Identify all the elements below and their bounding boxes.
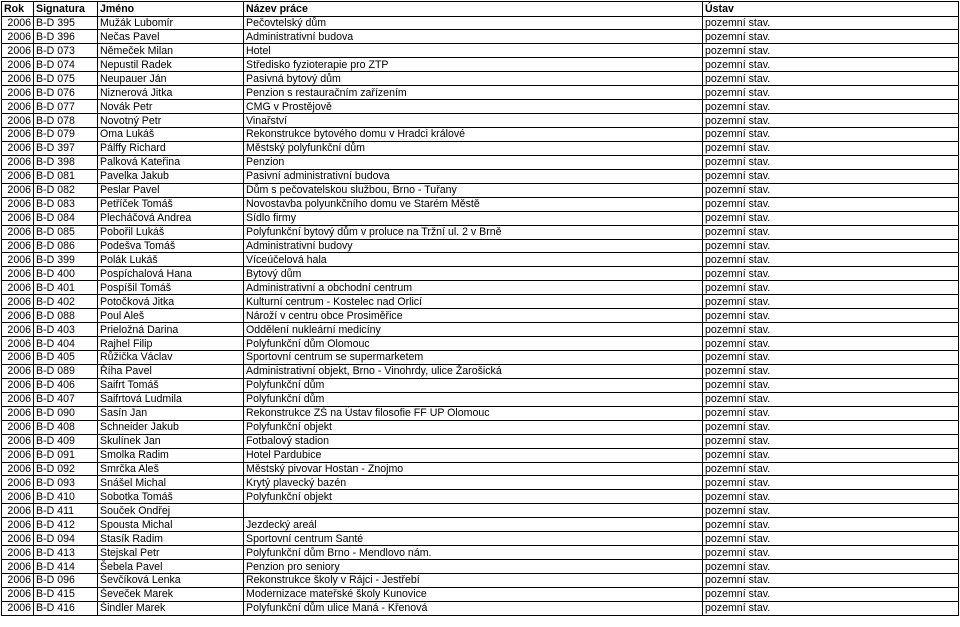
signature-cell: B-D 096 bbox=[34, 574, 98, 588]
institute-cell: pozemní stav. bbox=[703, 211, 959, 225]
signature-cell: B-D 073 bbox=[34, 44, 98, 58]
institute-cell: pozemní stav. bbox=[703, 546, 959, 560]
table-row bbox=[2, 281, 959, 295]
signature-cell: B-D 401 bbox=[34, 281, 98, 295]
year-cell: 2006 bbox=[2, 532, 34, 546]
table-row bbox=[2, 225, 959, 239]
table-row bbox=[2, 462, 959, 476]
title-cell: Administrativní a obchodní centrum bbox=[244, 281, 703, 295]
year-cell: 2006 bbox=[2, 351, 34, 365]
institute-cell: pozemní stav. bbox=[703, 476, 959, 490]
table-row bbox=[2, 323, 959, 337]
institute-cell: pozemní stav. bbox=[703, 100, 959, 114]
signature-cell: B-D 074 bbox=[34, 58, 98, 72]
title-cell: Pasivní administrativní budova bbox=[244, 169, 703, 183]
title-cell: Penzion s restauračním zařízením bbox=[244, 86, 703, 100]
name-cell: Snášel Michal bbox=[98, 476, 244, 490]
name-cell: Stejskal Petr bbox=[98, 546, 244, 560]
signature-cell: B-D 086 bbox=[34, 239, 98, 253]
table-row bbox=[2, 560, 959, 574]
table-row bbox=[2, 100, 959, 114]
signature-cell: B-D 084 bbox=[34, 211, 98, 225]
signature-cell: B-D 400 bbox=[34, 267, 98, 281]
title-cell: Bytový dům bbox=[244, 267, 703, 281]
name-cell: Niznerová Jitka bbox=[98, 86, 244, 100]
table-row bbox=[2, 546, 959, 560]
institute-cell: pozemní stav. bbox=[703, 128, 959, 142]
year-cell: 2006 bbox=[2, 574, 34, 588]
year-cell: 2006 bbox=[2, 86, 34, 100]
institute-cell: pozemní stav. bbox=[703, 86, 959, 100]
title-cell: Novostavba polyunkčního domu ve Starém Městě bbox=[244, 197, 703, 211]
header-signatura: Signatura bbox=[34, 2, 98, 17]
signature-cell: B-D 412 bbox=[34, 518, 98, 532]
name-cell: Podešva Tomáš bbox=[98, 239, 244, 253]
title-cell: Nároží v centru obce Prosiměřice bbox=[244, 309, 703, 323]
institute-cell: pozemní stav. bbox=[703, 225, 959, 239]
title-cell: Jezdecký areál bbox=[244, 518, 703, 532]
institute-cell: pozemní stav. bbox=[703, 490, 959, 504]
signature-cell: B-D 408 bbox=[34, 420, 98, 434]
name-cell: Nečas Pavel bbox=[98, 30, 244, 44]
table-row bbox=[2, 406, 959, 420]
title-cell: Polyfunkční dům ulice Maná - Křenová bbox=[244, 601, 703, 615]
table-row bbox=[2, 253, 959, 267]
signature-cell: B-D 399 bbox=[34, 253, 98, 267]
table-row bbox=[2, 267, 959, 281]
name-cell: Souček Ondřej bbox=[98, 504, 244, 518]
title-cell: Penzion bbox=[244, 155, 703, 169]
institute-cell: pozemní stav. bbox=[703, 601, 959, 615]
signature-cell: B-D 082 bbox=[34, 183, 98, 197]
table-row bbox=[2, 72, 959, 86]
signature-cell: B-D 076 bbox=[34, 86, 98, 100]
institute-cell: pozemní stav. bbox=[703, 16, 959, 30]
year-cell: 2006 bbox=[2, 169, 34, 183]
signature-cell: B-D 085 bbox=[34, 225, 98, 239]
title-cell bbox=[244, 504, 703, 518]
name-cell: Říha Pavel bbox=[98, 364, 244, 378]
institute-cell: pozemní stav. bbox=[703, 532, 959, 546]
header-jmeno: Jméno bbox=[98, 2, 244, 17]
name-cell: Pospíšil Tomáš bbox=[98, 281, 244, 295]
year-cell: 2006 bbox=[2, 546, 34, 560]
table-row bbox=[2, 58, 959, 72]
institute-cell: pozemní stav. bbox=[703, 155, 959, 169]
institute-cell: pozemní stav. bbox=[703, 58, 959, 72]
title-cell: Městský pivovar Hostan - Znojmo bbox=[244, 462, 703, 476]
institute-cell: pozemní stav. bbox=[703, 364, 959, 378]
table-row bbox=[2, 86, 959, 100]
title-cell: Polyfunkční dům bbox=[244, 392, 703, 406]
table-row bbox=[2, 476, 959, 490]
header-nazev-prace: Název práce bbox=[244, 2, 703, 17]
institute-cell: pozemní stav. bbox=[703, 267, 959, 281]
header-rok: Rok bbox=[2, 2, 34, 17]
institute-cell: pozemní stav. bbox=[703, 518, 959, 532]
name-cell: Saifrt Tomáš bbox=[98, 378, 244, 392]
year-cell: 2006 bbox=[2, 476, 34, 490]
title-cell: Fotbalový stadion bbox=[244, 434, 703, 448]
table-row bbox=[2, 364, 959, 378]
name-cell: Pálffy Richard bbox=[98, 141, 244, 155]
thesis-table bbox=[1, 1, 959, 616]
year-cell: 2006 bbox=[2, 114, 34, 128]
institute-cell: pozemní stav. bbox=[703, 281, 959, 295]
name-cell: Pobořil Lukáš bbox=[98, 225, 244, 239]
year-cell: 2006 bbox=[2, 587, 34, 601]
year-cell: 2006 bbox=[2, 239, 34, 253]
signature-cell: B-D 089 bbox=[34, 364, 98, 378]
table-row bbox=[2, 309, 959, 323]
year-cell: 2006 bbox=[2, 100, 34, 114]
signature-cell: B-D 077 bbox=[34, 100, 98, 114]
year-cell: 2006 bbox=[2, 406, 34, 420]
year-cell: 2006 bbox=[2, 560, 34, 574]
table-body bbox=[2, 16, 959, 615]
title-cell: Modernizace mateřské školy Kunovice bbox=[244, 587, 703, 601]
institute-cell: pozemní stav. bbox=[703, 253, 959, 267]
year-cell: 2006 bbox=[2, 323, 34, 337]
year-cell: 2006 bbox=[2, 295, 34, 309]
title-cell: Sportovní centrum se supermarketem bbox=[244, 351, 703, 365]
year-cell: 2006 bbox=[2, 337, 34, 351]
year-cell: 2006 bbox=[2, 183, 34, 197]
year-cell: 2006 bbox=[2, 601, 34, 615]
name-cell: Petříček Tomáš bbox=[98, 197, 244, 211]
signature-cell: B-D 404 bbox=[34, 337, 98, 351]
year-cell: 2006 bbox=[2, 448, 34, 462]
institute-cell: pozemní stav. bbox=[703, 197, 959, 211]
title-cell: Administrativní objekt, Brno - Vinohrdy, ulice Žarošická bbox=[244, 364, 703, 378]
institute-cell: pozemní stav. bbox=[703, 323, 959, 337]
year-cell: 2006 bbox=[2, 392, 34, 406]
signature-cell: B-D 078 bbox=[34, 114, 98, 128]
title-cell: Dům s pečovatelskou službou, Brno - Tuřany bbox=[244, 183, 703, 197]
institute-cell: pozemní stav. bbox=[703, 295, 959, 309]
signature-cell: B-D 405 bbox=[34, 351, 98, 365]
year-cell: 2006 bbox=[2, 281, 34, 295]
institute-cell: pozemní stav. bbox=[703, 114, 959, 128]
institute-cell: pozemní stav. bbox=[703, 560, 959, 574]
signature-cell: B-D 395 bbox=[34, 16, 98, 30]
year-cell: 2006 bbox=[2, 225, 34, 239]
name-cell: Šebela Pavel bbox=[98, 560, 244, 574]
table-row bbox=[2, 197, 959, 211]
table-row bbox=[2, 169, 959, 183]
title-cell: Polyfunkční dům Brno - Mendlovo nám. bbox=[244, 546, 703, 560]
name-cell: Ševeček Marek bbox=[98, 587, 244, 601]
title-cell: Sídlo firmy bbox=[244, 211, 703, 225]
table-row bbox=[2, 574, 959, 588]
signature-cell: B-D 416 bbox=[34, 601, 98, 615]
year-cell: 2006 bbox=[2, 462, 34, 476]
name-cell: Neupauer Ján bbox=[98, 72, 244, 86]
name-cell: Potočková Jitka bbox=[98, 295, 244, 309]
signature-cell: B-D 410 bbox=[34, 490, 98, 504]
name-cell: Poul Aleš bbox=[98, 309, 244, 323]
title-cell: Středisko fyzioterapie pro ZTP bbox=[244, 58, 703, 72]
table-row bbox=[2, 448, 959, 462]
year-cell: 2006 bbox=[2, 16, 34, 30]
institute-cell: pozemní stav. bbox=[703, 574, 959, 588]
table-row bbox=[2, 155, 959, 169]
table-row bbox=[2, 504, 959, 518]
institute-cell: pozemní stav. bbox=[703, 587, 959, 601]
title-cell: Vinařství bbox=[244, 114, 703, 128]
table-row bbox=[2, 587, 959, 601]
title-cell: Víceúčelová hala bbox=[244, 253, 703, 267]
name-cell: Smrčka Aleš bbox=[98, 462, 244, 476]
signature-cell: B-D 403 bbox=[34, 323, 98, 337]
table-row bbox=[2, 378, 959, 392]
title-cell: Pečovtelský dům bbox=[244, 16, 703, 30]
name-cell: Peslar Pavel bbox=[98, 183, 244, 197]
signature-cell: B-D 075 bbox=[34, 72, 98, 86]
table-row bbox=[2, 183, 959, 197]
institute-cell: pozemní stav. bbox=[703, 44, 959, 58]
institute-cell: pozemní stav. bbox=[703, 420, 959, 434]
title-cell: Hotel bbox=[244, 44, 703, 58]
year-cell: 2006 bbox=[2, 518, 34, 532]
name-cell: Rajhel Filip bbox=[98, 337, 244, 351]
name-cell: Skulínek Jan bbox=[98, 434, 244, 448]
year-cell: 2006 bbox=[2, 378, 34, 392]
signature-cell: B-D 090 bbox=[34, 406, 98, 420]
signature-cell: B-D 406 bbox=[34, 378, 98, 392]
title-cell: Kulturní centrum - Kostelec nad Orlicí bbox=[244, 295, 703, 309]
name-cell: Smolka Radim bbox=[98, 448, 244, 462]
table-header-row bbox=[2, 2, 959, 17]
table-row bbox=[2, 211, 959, 225]
institute-cell: pozemní stav. bbox=[703, 504, 959, 518]
signature-cell: B-D 081 bbox=[34, 169, 98, 183]
institute-cell: pozemní stav. bbox=[703, 448, 959, 462]
institute-cell: pozemní stav. bbox=[703, 309, 959, 323]
title-cell: Polyfunkční dům bbox=[244, 378, 703, 392]
signature-cell: B-D 079 bbox=[34, 128, 98, 142]
year-cell: 2006 bbox=[2, 155, 34, 169]
name-cell: Stasík Radim bbox=[98, 532, 244, 546]
name-cell: Schneider Jakub bbox=[98, 420, 244, 434]
name-cell: Šindler Marek bbox=[98, 601, 244, 615]
signature-cell: B-D 407 bbox=[34, 392, 98, 406]
institute-cell: pozemní stav. bbox=[703, 337, 959, 351]
table-row bbox=[2, 420, 959, 434]
year-cell: 2006 bbox=[2, 58, 34, 72]
title-cell: Oddělení nukleární medicíny bbox=[244, 323, 703, 337]
institute-cell: pozemní stav. bbox=[703, 141, 959, 155]
institute-cell: pozemní stav. bbox=[703, 72, 959, 86]
title-cell: Městský polyfunkční dům bbox=[244, 141, 703, 155]
institute-cell: pozemní stav. bbox=[703, 169, 959, 183]
table-row bbox=[2, 601, 959, 615]
signature-cell: B-D 397 bbox=[34, 141, 98, 155]
institute-cell: pozemní stav. bbox=[703, 462, 959, 476]
header-ustav: Ústav bbox=[703, 2, 959, 17]
institute-cell: pozemní stav. bbox=[703, 30, 959, 44]
table-row bbox=[2, 114, 959, 128]
institute-cell: pozemní stav. bbox=[703, 406, 959, 420]
name-cell: Novotný Petr bbox=[98, 114, 244, 128]
name-cell: Spousta Michal bbox=[98, 518, 244, 532]
name-cell: Mužák Lubomír bbox=[98, 16, 244, 30]
table-row bbox=[2, 518, 959, 532]
name-cell: Ševčíková Lenka bbox=[98, 574, 244, 588]
table-row bbox=[2, 392, 959, 406]
name-cell: Pavelka Jakub bbox=[98, 169, 244, 183]
institute-cell: pozemní stav. bbox=[703, 239, 959, 253]
year-cell: 2006 bbox=[2, 309, 34, 323]
signature-cell: B-D 402 bbox=[34, 295, 98, 309]
year-cell: 2006 bbox=[2, 72, 34, 86]
title-cell: Rekonstrukce bytového domu v Hradci králové bbox=[244, 128, 703, 142]
title-cell: Administrativní budova bbox=[244, 30, 703, 44]
table-row bbox=[2, 434, 959, 448]
signature-cell: B-D 093 bbox=[34, 476, 98, 490]
institute-cell: pozemní stav. bbox=[703, 351, 959, 365]
year-cell: 2006 bbox=[2, 211, 34, 225]
name-cell: Novák Petr bbox=[98, 100, 244, 114]
title-cell: Polyfunkční objekt bbox=[244, 490, 703, 504]
name-cell: Němeček Milan bbox=[98, 44, 244, 58]
signature-cell: B-D 411 bbox=[34, 504, 98, 518]
year-cell: 2006 bbox=[2, 490, 34, 504]
title-cell: Pasivná bytový dům bbox=[244, 72, 703, 86]
institute-cell: pozemní stav. bbox=[703, 392, 959, 406]
name-cell: Pospíchalová Hana bbox=[98, 267, 244, 281]
table-row bbox=[2, 337, 959, 351]
name-cell: Sasín Jan bbox=[98, 406, 244, 420]
title-cell: Krytý plavecký bazén bbox=[244, 476, 703, 490]
name-cell: Saifrtová Ludmila bbox=[98, 392, 244, 406]
title-cell: Polyfunkční dům Olomouc bbox=[244, 337, 703, 351]
table-row bbox=[2, 532, 959, 546]
table-row bbox=[2, 490, 959, 504]
signature-cell: B-D 083 bbox=[34, 197, 98, 211]
title-cell: CMG v Prostějově bbox=[244, 100, 703, 114]
year-cell: 2006 bbox=[2, 128, 34, 142]
name-cell: Růžička Václav bbox=[98, 351, 244, 365]
title-cell: Administrativní budovy bbox=[244, 239, 703, 253]
name-cell: Nepustil Radek bbox=[98, 58, 244, 72]
table-row bbox=[2, 295, 959, 309]
year-cell: 2006 bbox=[2, 267, 34, 281]
institute-cell: pozemní stav. bbox=[703, 183, 959, 197]
year-cell: 2006 bbox=[2, 197, 34, 211]
signature-cell: B-D 415 bbox=[34, 587, 98, 601]
title-cell: Penzion pro seniory bbox=[244, 560, 703, 574]
title-cell: Sportovní centrum Santé bbox=[244, 532, 703, 546]
title-cell: Rekonstrukce školy v Rájci - Jestřebí bbox=[244, 574, 703, 588]
year-cell: 2006 bbox=[2, 364, 34, 378]
signature-cell: B-D 409 bbox=[34, 434, 98, 448]
table-row bbox=[2, 30, 959, 44]
name-cell: Oma Lukáš bbox=[98, 128, 244, 142]
institute-cell: pozemní stav. bbox=[703, 378, 959, 392]
signature-cell: B-D 088 bbox=[34, 309, 98, 323]
name-cell: Sobotka Tomáš bbox=[98, 490, 244, 504]
table-row bbox=[2, 128, 959, 142]
signature-cell: B-D 413 bbox=[34, 546, 98, 560]
institute-cell: pozemní stav. bbox=[703, 434, 959, 448]
name-cell: Prieložná Darina bbox=[98, 323, 244, 337]
year-cell: 2006 bbox=[2, 141, 34, 155]
signature-cell: B-D 092 bbox=[34, 462, 98, 476]
table-row bbox=[2, 16, 959, 30]
title-cell: Polyfunkční bytový dům v proluce na Tržní ul. 2 v Brně bbox=[244, 225, 703, 239]
year-cell: 2006 bbox=[2, 504, 34, 518]
table-row bbox=[2, 239, 959, 253]
signature-cell: B-D 094 bbox=[34, 532, 98, 546]
year-cell: 2006 bbox=[2, 420, 34, 434]
year-cell: 2006 bbox=[2, 434, 34, 448]
signature-cell: B-D 396 bbox=[34, 30, 98, 44]
name-cell: Palková Kateřina bbox=[98, 155, 244, 169]
signature-cell: B-D 091 bbox=[34, 448, 98, 462]
title-cell: Polyfunkční objekt bbox=[244, 420, 703, 434]
table-row bbox=[2, 141, 959, 155]
signature-cell: B-D 414 bbox=[34, 560, 98, 574]
year-cell: 2006 bbox=[2, 253, 34, 267]
name-cell: Polák Lukáš bbox=[98, 253, 244, 267]
year-cell: 2006 bbox=[2, 44, 34, 58]
table-row bbox=[2, 44, 959, 58]
signature-cell: B-D 398 bbox=[34, 155, 98, 169]
title-cell: Rekonstrukce ZŠ na Ústav filosofie FF UP Olomouc bbox=[244, 406, 703, 420]
name-cell: Plecháčová Andrea bbox=[98, 211, 244, 225]
table-row bbox=[2, 351, 959, 365]
title-cell: Hotel Pardubice bbox=[244, 448, 703, 462]
year-cell: 2006 bbox=[2, 30, 34, 44]
thesis-table-container bbox=[1, 1, 958, 616]
